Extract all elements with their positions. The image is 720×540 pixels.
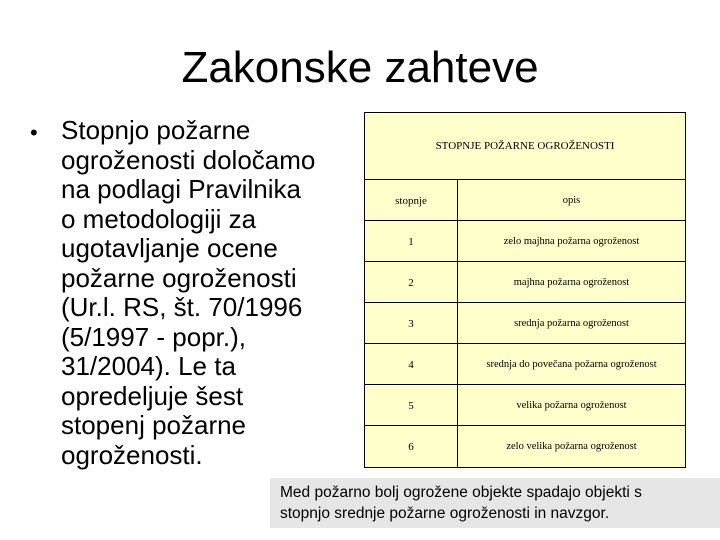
row-description: srednja požarna ogroženost bbox=[514, 318, 629, 329]
slide-title: Zakonske zahteve bbox=[181, 43, 539, 92]
table-heading: STOPNJE POŽARNE OGROŽENOSTI bbox=[435, 140, 615, 152]
note-box bbox=[270, 478, 720, 528]
row-level: 4 bbox=[365, 344, 458, 385]
bullet-line: (5/1997 - popr.), bbox=[61, 321, 246, 352]
bullet-line: Stopnjo požarne bbox=[61, 115, 251, 145]
table-row bbox=[365, 302, 685, 344]
row-description: velika požarna ogroženost bbox=[516, 400, 627, 411]
column-header-stopnje: stopnje bbox=[365, 180, 458, 221]
bullet-marker: • bbox=[30, 120, 38, 145]
row-description: srednja do povečana požarna ogroženost bbox=[486, 359, 657, 370]
row-level: 3 bbox=[365, 303, 458, 344]
table-row bbox=[365, 220, 685, 262]
table-row bbox=[365, 384, 685, 426]
row-description: zelo majhna požarna ogroženost bbox=[503, 236, 640, 247]
bullet-line: stopenj požarne bbox=[61, 410, 247, 440]
bullet-line: ogroženosti določamo bbox=[61, 144, 316, 175]
table-row bbox=[365, 425, 685, 467]
row-description: zelo velika požarna ogroženost bbox=[506, 441, 637, 452]
table-header-row bbox=[365, 179, 685, 221]
row-level: 5 bbox=[365, 385, 458, 426]
bullet-line: o metodologiji za bbox=[61, 203, 257, 234]
bullet-line: 31/2004). Le ta bbox=[61, 351, 236, 381]
row-description: majhna požarna ogroženost bbox=[513, 277, 630, 288]
note-line: stopnjo srednje požarne ogroženosti in navzgor. bbox=[280, 505, 610, 522]
bullet-line: ogroženosti. bbox=[61, 439, 203, 470]
note-line: Med požarno bolj ogrožene objekte spadajo objekti s bbox=[280, 484, 642, 501]
fire-risk-table bbox=[364, 112, 686, 468]
bullet-text bbox=[61, 116, 361, 470]
bullet-line: opredeljuje šest bbox=[61, 380, 244, 411]
bullet-line: na podlagi Pravilnika bbox=[61, 174, 301, 204]
row-level: 1 bbox=[365, 221, 458, 262]
row-level: 6 bbox=[365, 426, 458, 467]
table-row bbox=[365, 261, 685, 303]
bullet-line: (Ur.l. RS, št. 70/1996 bbox=[61, 292, 303, 322]
column-header-opis: opis bbox=[562, 195, 581, 206]
row-level: 2 bbox=[365, 262, 458, 303]
table-row bbox=[365, 343, 685, 385]
bullet-line: ugotavljanje ocene bbox=[61, 233, 278, 263]
bullet-line: požarne ogroženosti bbox=[61, 262, 297, 293]
